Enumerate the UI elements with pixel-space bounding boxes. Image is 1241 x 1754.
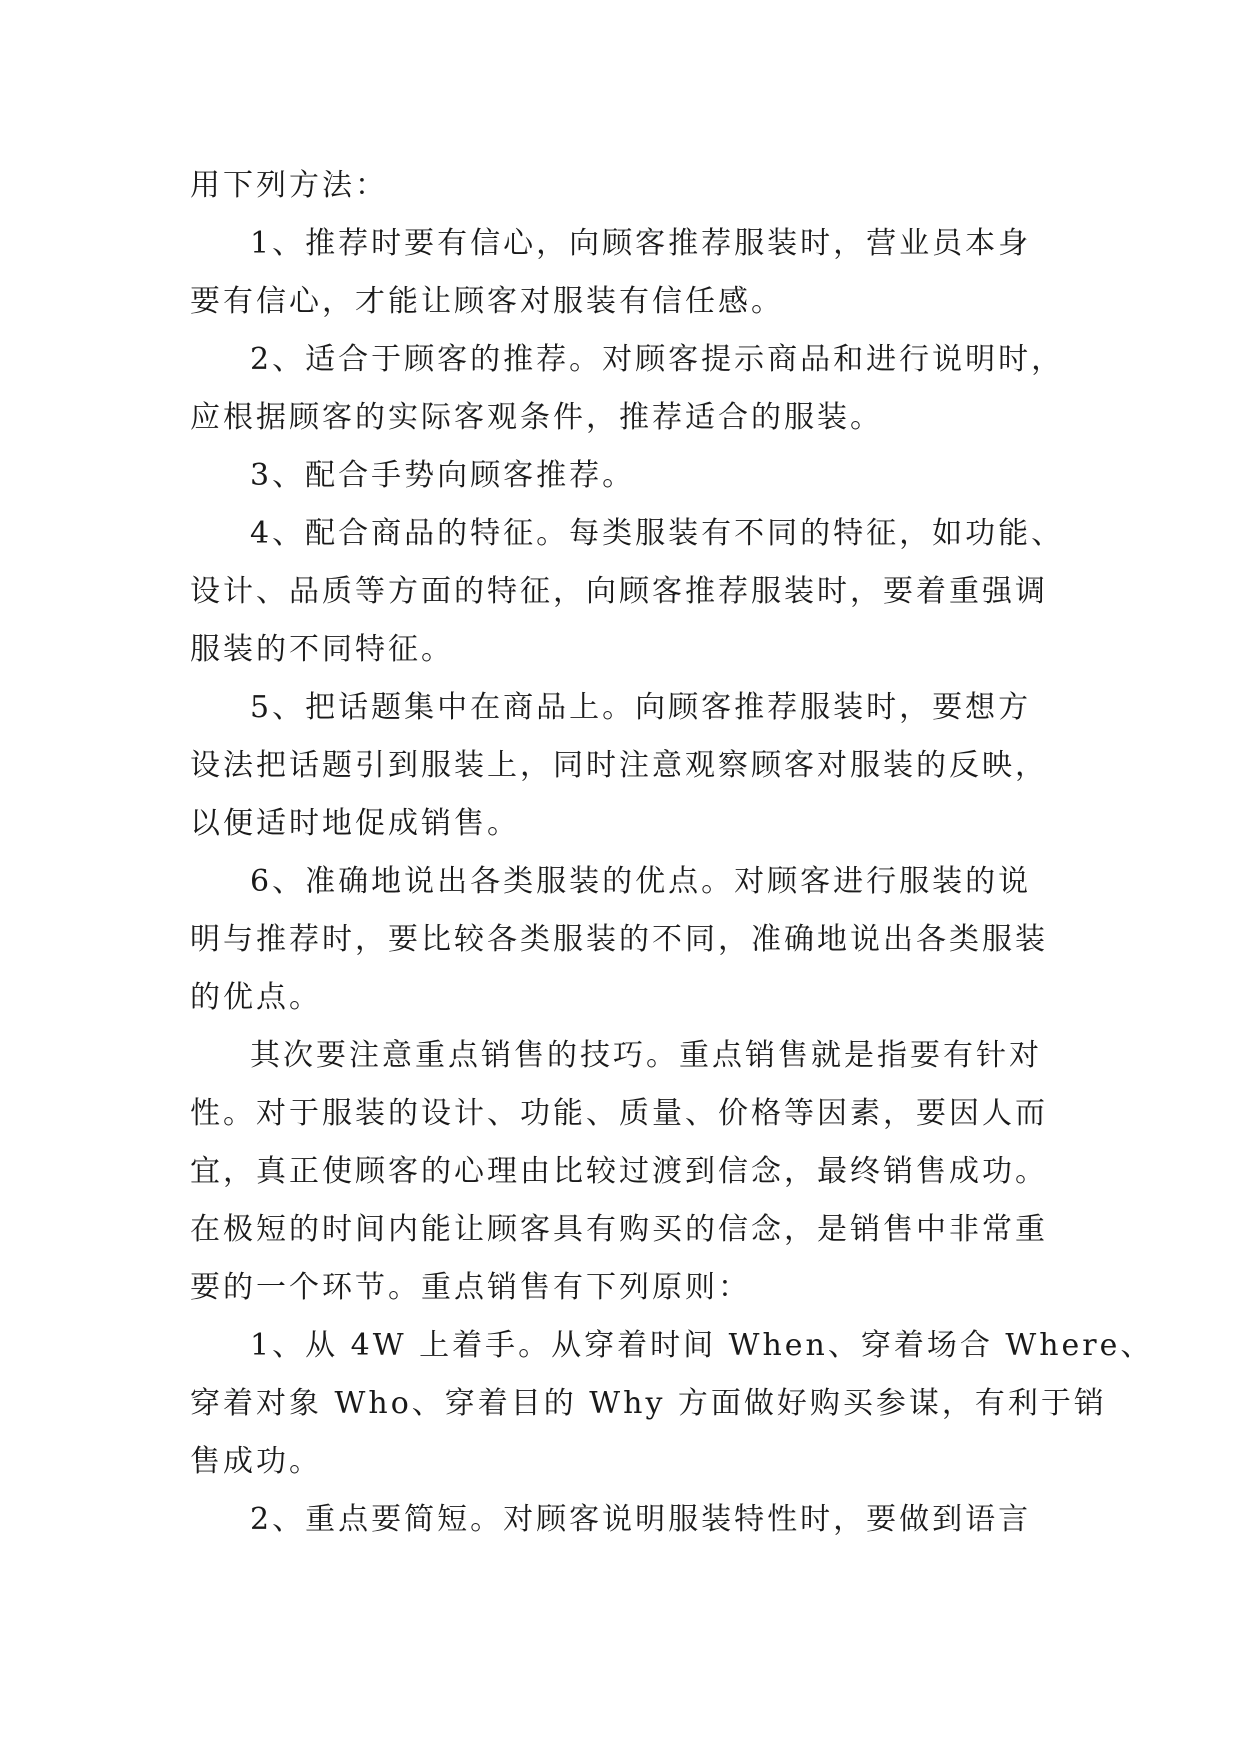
text-line: 1、推荐时要有信心，向顾客推荐服装时，营业员本身 [250,226,1032,261]
text-line: 2、重点要简短。对顾客说明服装特性时，要做到语言 [250,1502,1032,1537]
document-body [190,157,1154,1549]
text-line: 设法把话题引到服装上，同时注意观察顾客对服装的反映， [190,748,1048,783]
text-line: 以便适时地促成销售。 [190,806,520,841]
text-line: 用下列方法： [190,168,388,203]
text-line: 4、配合商品的特征。每类服装有不同的特征，如功能、 [250,516,1065,551]
text-line: 6、准确地说出各类服装的优点。对顾客进行服装的说 [250,864,1032,899]
text-line: 其次要注意重点销售的技巧。重点销售就是指要有针对 [250,1038,1042,1073]
text-line: 售成功。 [190,1444,322,1479]
text-line: 要有信心，才能让顾客对服装有信任感。 [190,284,784,319]
text-line: 宜，真正使顾客的心理由比较过渡到信念，最终销售成功。 [190,1154,1048,1189]
text-line: 穿着对象 Who、穿着目的 Why 方面做好购买参谋，有利于销 [190,1386,1107,1421]
text-line: 在极短的时间内能让顾客具有购买的信念，是销售中非常重 [190,1212,1048,1247]
text-line: 5、把话题集中在商品上。向顾客推荐服装时，要想方 [250,690,1032,725]
text-line: 1、从 4W 上着手。从穿着时间 When、穿着场合 Where、 [250,1328,1154,1363]
text-line: 性。对于服装的设计、功能、质量、价格等因素，要因人而 [190,1096,1048,1131]
text-line: 服装的不同特征。 [190,632,454,667]
text-line: 明与推荐时，要比较各类服装的不同，准确地说出各类服装 [190,922,1048,957]
text-line: 设计、品质等方面的特征，向顾客推荐服装时，要着重强调 [190,574,1048,609]
text-line: 的优点。 [190,980,322,1015]
text-line: 要的一个环节。重点销售有下列原则： [190,1270,751,1305]
text-line: 3、配合手势向顾客推荐。 [250,458,636,493]
text-line: 2、适合于顾客的推荐。对顾客提示商品和进行说明时， [250,342,1065,377]
text-line: 应根据顾客的实际客观条件，推荐适合的服装。 [190,400,883,435]
